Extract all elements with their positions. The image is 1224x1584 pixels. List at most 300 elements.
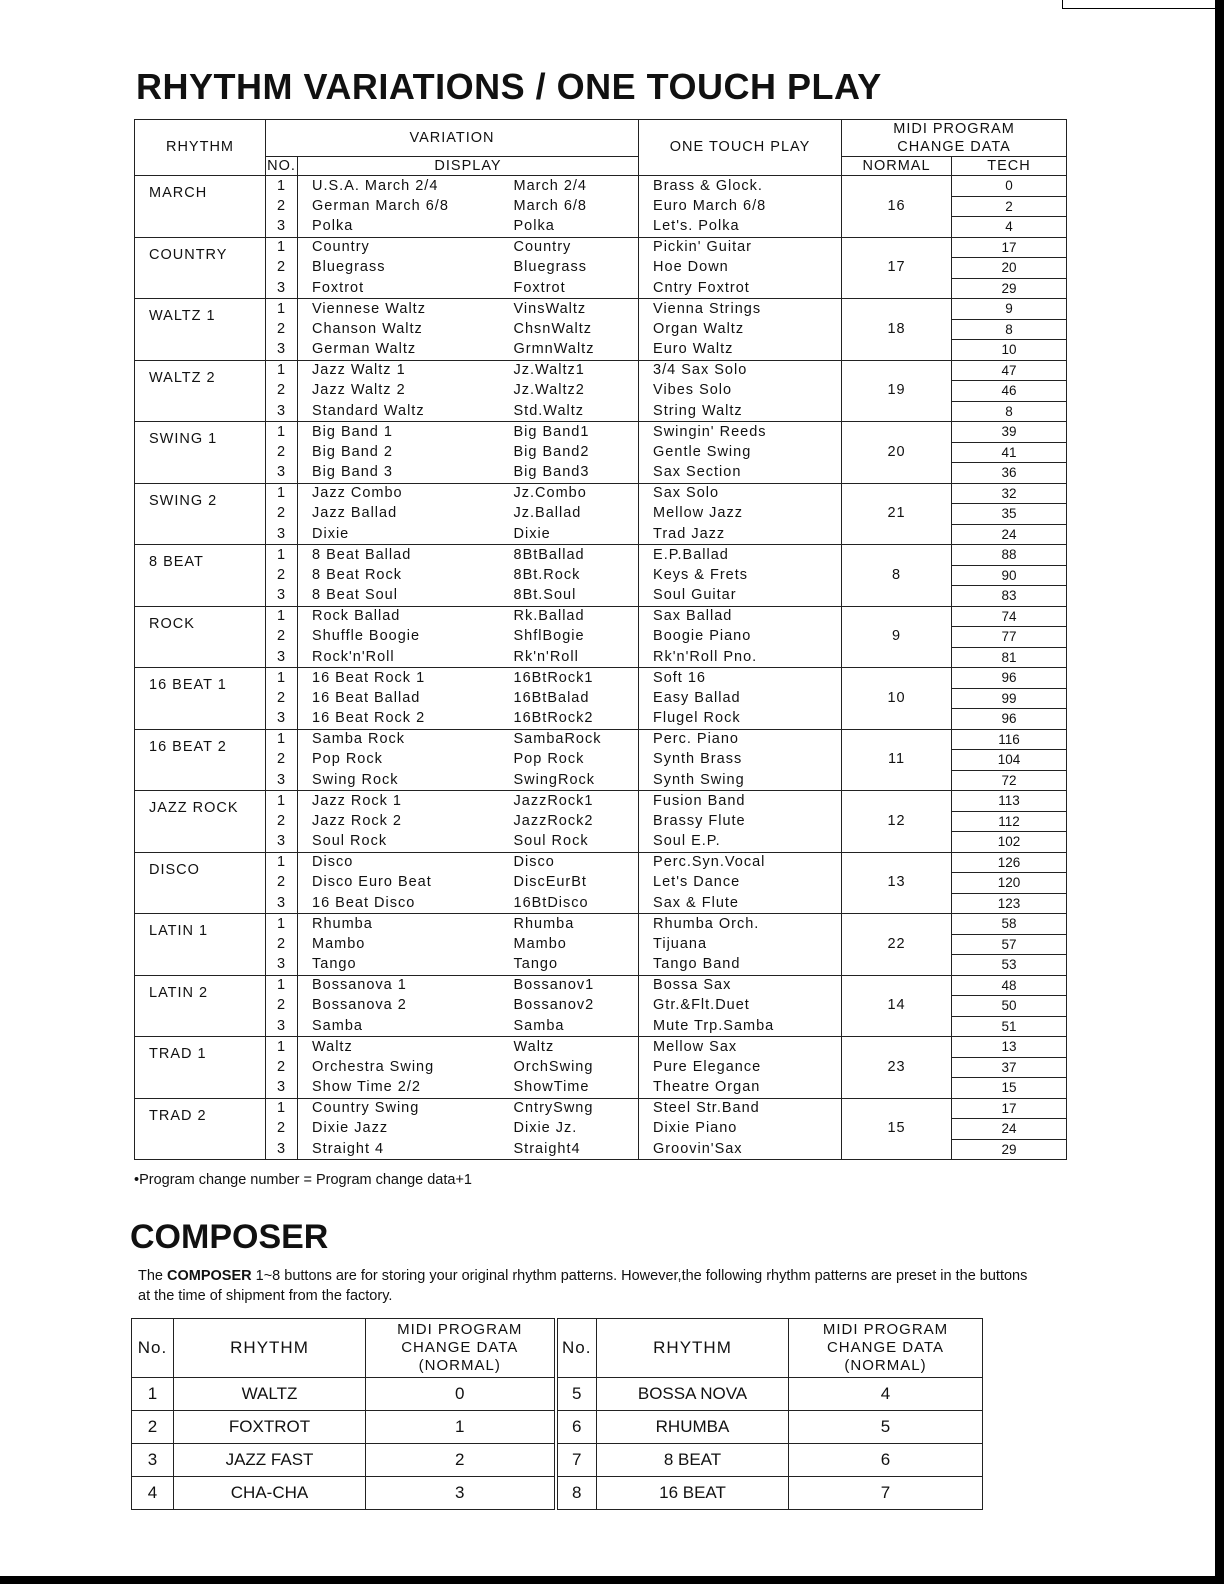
- variation-row: [135, 483, 1067, 504]
- variation-no: 3: [266, 1016, 298, 1037]
- composer-rhythm: 8 BEAT: [597, 1444, 789, 1477]
- variation-name: 8 Beat Soul: [298, 586, 502, 607]
- scan-edge-bottom: [0, 1576, 1224, 1584]
- header-one-touch-play: ONE TOUCH PLAY: [639, 120, 842, 176]
- variation-name: Soul Rock: [298, 832, 502, 853]
- variation-name: 16 Beat Rock 1: [298, 668, 502, 689]
- one-touch-play: Vienna Strings: [639, 299, 842, 320]
- variation-name: Polka: [298, 217, 502, 238]
- one-touch-play: Easy Ballad: [639, 688, 842, 709]
- variation-name: Jazz Rock 2: [298, 811, 502, 832]
- composer-header-midi: [366, 1319, 556, 1378]
- one-touch-play: Vibes Solo: [639, 381, 842, 402]
- variation-name: German March 6/8: [298, 196, 502, 217]
- midi-tech: 15: [952, 1078, 1067, 1099]
- midi-tech: 116: [952, 729, 1067, 750]
- variation-display: March 6/8: [502, 196, 639, 217]
- one-touch-play: Perc. Piano: [639, 729, 842, 750]
- variation-row: [135, 360, 1067, 381]
- composer-midi-line3: (NORMAL): [844, 1357, 927, 1374]
- variation-row: [135, 729, 1067, 750]
- midi-tech: 47: [952, 360, 1067, 381]
- variation-display: Disco: [502, 852, 639, 873]
- variation-name: U.S.A. March 2/4: [298, 176, 502, 197]
- one-touch-play: Soul Guitar: [639, 586, 842, 607]
- intro-text: 1~8 buttons are for storing your original rhythm patterns. However,the following rhythm patterns are preset in the buttons at the time of shipment from the factory.: [138, 1268, 1028, 1304]
- page-title: RHYTHM VARIATIONS / ONE TOUCH PLAY: [136, 66, 882, 107]
- midi-tech: 29: [952, 1139, 1067, 1160]
- one-touch-play: Gentle Swing: [639, 442, 842, 463]
- midi-tech: 9: [952, 299, 1067, 320]
- midi-tech: 90: [952, 565, 1067, 586]
- variation-no: 3: [266, 217, 298, 238]
- one-touch-play: Euro Waltz: [639, 340, 842, 361]
- midi-tech: 8: [952, 319, 1067, 340]
- variation-display: Mambo: [502, 934, 639, 955]
- variation-display: Rk'n'Roll: [502, 647, 639, 668]
- one-touch-play: Groovin'Sax: [639, 1139, 842, 1160]
- composer-rhythm: RHUMBA: [597, 1411, 789, 1444]
- one-touch-play: Rhumba Orch.: [639, 914, 842, 935]
- midi-tech: 57: [952, 934, 1067, 955]
- variation-row: [135, 606, 1067, 627]
- composer-presets-table: [131, 1318, 983, 1510]
- midi-tech: 81: [952, 647, 1067, 668]
- variation-display: Foxtrot: [502, 278, 639, 299]
- composer-data: 2: [366, 1444, 556, 1477]
- variation-no: 3: [266, 955, 298, 976]
- variation-name: Big Band 3: [298, 463, 502, 484]
- one-touch-play: Pure Elegance: [639, 1057, 842, 1078]
- one-touch-play: Swingin' Reeds: [639, 422, 842, 443]
- variation-display: Bossanov1: [502, 975, 639, 996]
- midi-normal: 23: [842, 1037, 952, 1099]
- composer-no: 7: [556, 1444, 597, 1477]
- variation-no: 1: [266, 729, 298, 750]
- variation-no: 1: [266, 422, 298, 443]
- midi-tech: 17: [952, 1098, 1067, 1119]
- variation-name: Bossanova 1: [298, 975, 502, 996]
- variation-display: Big Band3: [502, 463, 639, 484]
- one-touch-play: Bossa Sax: [639, 975, 842, 996]
- one-touch-play: Soul E.P.: [639, 832, 842, 853]
- variation-no: 2: [266, 627, 298, 648]
- rhythm-name: DISCO: [135, 852, 266, 914]
- composer-data: 3: [366, 1477, 556, 1510]
- rhythm-name: SWING 2: [135, 483, 266, 545]
- one-touch-play: Sax & Flute: [639, 893, 842, 914]
- variation-display: DiscEurBt: [502, 873, 639, 894]
- one-touch-play: Synth Brass: [639, 750, 842, 771]
- composer-no: 8: [556, 1477, 597, 1510]
- variation-no: 3: [266, 524, 298, 545]
- rhythm-name: LATIN 2: [135, 975, 266, 1037]
- variation-no: 2: [266, 750, 298, 771]
- midi-tech: 96: [952, 668, 1067, 689]
- one-touch-play: Perc.Syn.Vocal: [639, 852, 842, 873]
- composer-row: [132, 1411, 983, 1444]
- rhythm-variations-table: [134, 119, 1067, 1160]
- variation-no: 2: [266, 442, 298, 463]
- midi-normal: 13: [842, 852, 952, 914]
- variation-no: 1: [266, 668, 298, 689]
- variation-no: 1: [266, 606, 298, 627]
- rhythm-name: ROCK: [135, 606, 266, 668]
- variation-row: [135, 1037, 1067, 1058]
- header-display: DISPLAY: [298, 157, 639, 176]
- rhythm-name: WALTZ 1: [135, 299, 266, 361]
- variation-row: [135, 422, 1067, 443]
- one-touch-play: Cntry Foxtrot: [639, 278, 842, 299]
- variation-display: Samba: [502, 1016, 639, 1037]
- variation-name: Country Swing: [298, 1098, 502, 1119]
- one-touch-play: Rk'n'Roll Pno.: [639, 647, 842, 668]
- variation-display: Jz.Combo: [502, 483, 639, 504]
- variation-row: [135, 914, 1067, 935]
- program-change-footnote: •Program change number = Program change data+1: [134, 1172, 472, 1188]
- variation-row: [135, 791, 1067, 812]
- variation-display: VinsWaltz: [502, 299, 639, 320]
- one-touch-play: Organ Waltz: [639, 319, 842, 340]
- midi-tech: 24: [952, 1119, 1067, 1140]
- variation-name: Rock Ballad: [298, 606, 502, 627]
- midi-normal: 11: [842, 729, 952, 791]
- composer-header-rhythm: RHYTHM: [597, 1319, 789, 1378]
- one-touch-play: Soft 16: [639, 668, 842, 689]
- composer-header-no: No.: [132, 1319, 174, 1378]
- composer-rhythm: CHA-CHA: [174, 1477, 366, 1510]
- variation-no: 1: [266, 299, 298, 320]
- variation-name: Orchestra Swing: [298, 1057, 502, 1078]
- midi-tech: 72: [952, 770, 1067, 791]
- variation-no: 2: [266, 565, 298, 586]
- variation-name: Foxtrot: [298, 278, 502, 299]
- one-touch-play: Pickin' Guitar: [639, 237, 842, 258]
- variation-row: [135, 299, 1067, 320]
- variation-name: Jazz Ballad: [298, 504, 502, 525]
- variation-row: [135, 1098, 1067, 1119]
- variation-display: Dixie Jz.: [502, 1119, 639, 1140]
- one-touch-play: Let's. Polka: [639, 217, 842, 238]
- variation-name: Samba: [298, 1016, 502, 1037]
- variation-row: [135, 237, 1067, 258]
- composer-rhythm: BOSSA NOVA: [597, 1378, 789, 1411]
- midi-tech: 99: [952, 688, 1067, 709]
- rhythm-name: 16 BEAT 1: [135, 668, 266, 730]
- variation-no: 3: [266, 709, 298, 730]
- variation-name: Waltz: [298, 1037, 502, 1058]
- midi-tech: 50: [952, 996, 1067, 1017]
- midi-normal: 16: [842, 176, 952, 238]
- variation-display: 8Bt.Soul: [502, 586, 639, 607]
- midi-tech: 112: [952, 811, 1067, 832]
- midi-tech: 8: [952, 401, 1067, 422]
- midi-tech: 77: [952, 627, 1067, 648]
- variation-name: Jazz Rock 1: [298, 791, 502, 812]
- rhythm-name: JAZZ ROCK: [135, 791, 266, 853]
- midi-tech: 17: [952, 237, 1067, 258]
- midi-normal: 12: [842, 791, 952, 853]
- intro-prefix: The: [138, 1268, 168, 1284]
- rhythm-name: LATIN 1: [135, 914, 266, 976]
- variation-name: Big Band 2: [298, 442, 502, 463]
- variation-display: ShflBogie: [502, 627, 639, 648]
- midi-normal: 15: [842, 1098, 952, 1160]
- composer-row: [132, 1477, 983, 1510]
- variation-no: 3: [266, 340, 298, 361]
- variation-name: Jazz Waltz 1: [298, 360, 502, 381]
- variation-name: Mambo: [298, 934, 502, 955]
- variation-no: 1: [266, 237, 298, 258]
- midi-tech: 32: [952, 483, 1067, 504]
- variation-no: 2: [266, 258, 298, 279]
- variation-name: Shuffle Boogie: [298, 627, 502, 648]
- composer-no: 4: [132, 1477, 174, 1510]
- variation-no: 3: [266, 832, 298, 853]
- variation-no: 3: [266, 463, 298, 484]
- variation-display: March 2/4: [502, 176, 639, 197]
- variation-no: 1: [266, 545, 298, 566]
- one-touch-play: Sax Ballad: [639, 606, 842, 627]
- variation-no: 3: [266, 1078, 298, 1099]
- header-variation: VARIATION: [266, 120, 639, 157]
- composer-row: [132, 1378, 983, 1411]
- variation-name: Chanson Waltz: [298, 319, 502, 340]
- variation-display: Straight4: [502, 1139, 639, 1160]
- composer-intro: [138, 1266, 1038, 1306]
- variation-no: 3: [266, 278, 298, 299]
- variation-no: 2: [266, 996, 298, 1017]
- composer-midi-line1: MIDI PROGRAM: [822, 1321, 949, 1338]
- header-no: NO.: [267, 157, 296, 174]
- midi-tech: 37: [952, 1057, 1067, 1078]
- midi-tech: 2: [952, 196, 1067, 217]
- variation-no: 1: [266, 791, 298, 812]
- variation-no: 1: [266, 176, 298, 197]
- midi-tech: 36: [952, 463, 1067, 484]
- midi-normal: 17: [842, 237, 952, 299]
- variation-display: Jz.Waltz1: [502, 360, 639, 381]
- variation-name: Show Time 2/2: [298, 1078, 502, 1099]
- variation-name: Standard Waltz: [298, 401, 502, 422]
- variation-name: Big Band 1: [298, 422, 502, 443]
- variation-display: Bluegrass: [502, 258, 639, 279]
- midi-tech: 51: [952, 1016, 1067, 1037]
- composer-rhythm: FOXTROT: [174, 1411, 366, 1444]
- one-touch-play: Brassy Flute: [639, 811, 842, 832]
- midi-tech: 41: [952, 442, 1067, 463]
- rhythm-name: TRAD 2: [135, 1098, 266, 1160]
- variation-no: 2: [266, 319, 298, 340]
- variation-no: 2: [266, 873, 298, 894]
- midi-tech: 0: [952, 176, 1067, 197]
- composer-rhythm: JAZZ FAST: [174, 1444, 366, 1477]
- composer-no: 5: [556, 1378, 597, 1411]
- variation-name: Jazz Combo: [298, 483, 502, 504]
- variation-display: Big Band2: [502, 442, 639, 463]
- variation-name: Rhumba: [298, 914, 502, 935]
- one-touch-play: Boogie Piano: [639, 627, 842, 648]
- midi-tech: 20: [952, 258, 1067, 279]
- midi-tech: 126: [952, 852, 1067, 873]
- header-midi-line1: MIDI PROGRAM: [893, 121, 1015, 137]
- one-touch-play: Let's Dance: [639, 873, 842, 894]
- variation-no: 2: [266, 688, 298, 709]
- midi-normal: 9: [842, 606, 952, 668]
- midi-tech: 46: [952, 381, 1067, 402]
- variation-display: JazzRock1: [502, 791, 639, 812]
- variation-no: 2: [266, 381, 298, 402]
- intro-composer-word: COMPOSER: [167, 1268, 252, 1284]
- midi-normal: 19: [842, 360, 952, 422]
- midi-tech: 74: [952, 606, 1067, 627]
- one-touch-play: Mellow Jazz: [639, 504, 842, 525]
- midi-tech: 102: [952, 832, 1067, 853]
- one-touch-play: Sax Solo: [639, 483, 842, 504]
- variation-no: 1: [266, 852, 298, 873]
- variation-name: German Waltz: [298, 340, 502, 361]
- composer-no: 1: [132, 1378, 174, 1411]
- one-touch-play: Theatre Organ: [639, 1078, 842, 1099]
- rhythm-name: SWING 1: [135, 422, 266, 484]
- midi-tech: 53: [952, 955, 1067, 976]
- variation-display: Jz.Ballad: [502, 504, 639, 525]
- variation-display: CntrySwng: [502, 1098, 639, 1119]
- variation-display: 16BtRock2: [502, 709, 639, 730]
- midi-normal: 22: [842, 914, 952, 976]
- variation-display: SambaRock: [502, 729, 639, 750]
- variation-no: 2: [266, 196, 298, 217]
- variation-name: Disco Euro Beat: [298, 873, 502, 894]
- variation-no: 3: [266, 586, 298, 607]
- midi-normal: 14: [842, 975, 952, 1037]
- rhythm-name: TRAD 1: [135, 1037, 266, 1099]
- variation-display: Polka: [502, 217, 639, 238]
- variation-name: Jazz Waltz 2: [298, 381, 502, 402]
- midi-tech: 48: [952, 975, 1067, 996]
- midi-normal: 18: [842, 299, 952, 361]
- one-touch-play: Dixie Piano: [639, 1119, 842, 1140]
- composer-midi-line2: CHANGE DATA: [401, 1339, 519, 1356]
- variation-display: 16BtBalad: [502, 688, 639, 709]
- midi-tech: 39: [952, 422, 1067, 443]
- variation-row: [135, 176, 1067, 197]
- composer-row: [132, 1444, 983, 1477]
- scan-edge-mark: [1062, 8, 1215, 9]
- midi-tech: 96: [952, 709, 1067, 730]
- variation-no: 3: [266, 647, 298, 668]
- rhythm-name: 16 BEAT 2: [135, 729, 266, 791]
- composer-title: COMPOSER: [130, 1218, 329, 1256]
- midi-tech: 10: [952, 340, 1067, 361]
- variation-display: Dixie: [502, 524, 639, 545]
- variation-display: Pop Rock: [502, 750, 639, 771]
- variation-display: Std.Waltz: [502, 401, 639, 422]
- composer-no: 6: [556, 1411, 597, 1444]
- variation-no: 1: [266, 975, 298, 996]
- midi-tech: 4: [952, 217, 1067, 238]
- composer-data: 5: [789, 1411, 983, 1444]
- one-touch-play: Brass & Glock.: [639, 176, 842, 197]
- variation-row: [135, 975, 1067, 996]
- variation-no: 1: [266, 483, 298, 504]
- composer-midi-line2: CHANGE DATA: [826, 1339, 945, 1356]
- midi-tech: 83: [952, 586, 1067, 607]
- composer-presets-body: [132, 1378, 983, 1510]
- variation-display: OrchSwing: [502, 1057, 639, 1078]
- variation-no: 3: [266, 770, 298, 791]
- composer-data: 0: [366, 1378, 556, 1411]
- rhythm-variations-body: [135, 176, 1067, 1160]
- variation-no: 2: [266, 934, 298, 955]
- midi-normal: 10: [842, 668, 952, 730]
- variation-display: Jz.Waltz2: [502, 381, 639, 402]
- variation-display: 8BtBallad: [502, 545, 639, 566]
- composer-data: 4: [789, 1378, 983, 1411]
- variation-display: SwingRock: [502, 770, 639, 791]
- variation-display: Waltz: [502, 1037, 639, 1058]
- rhythm-name: COUNTRY: [135, 237, 266, 299]
- variation-name: Swing Rock: [298, 770, 502, 791]
- scan-edge-mark: [1062, 0, 1063, 8]
- variation-no: 3: [266, 893, 298, 914]
- variation-name: Rock'n'Roll: [298, 647, 502, 668]
- midi-tech: 104: [952, 750, 1067, 771]
- variation-no: 1: [266, 914, 298, 935]
- one-touch-play: Mute Trp.Samba: [639, 1016, 842, 1037]
- rhythm-name: WALTZ 2: [135, 360, 266, 422]
- one-touch-play: 3/4 Sax Solo: [639, 360, 842, 381]
- composer-data: 7: [789, 1477, 983, 1510]
- variation-display: Soul Rock: [502, 832, 639, 853]
- variation-name: Disco: [298, 852, 502, 873]
- variation-no: 3: [266, 401, 298, 422]
- header-rhythm: RHYTHM: [135, 120, 266, 176]
- variation-no: 1: [266, 1098, 298, 1119]
- midi-tech: 113: [952, 791, 1067, 812]
- variation-display: 16BtDisco: [502, 893, 639, 914]
- midi-tech: 88: [952, 545, 1067, 566]
- composer-rhythm: 16 BEAT: [597, 1477, 789, 1510]
- variation-display: 16BtRock1: [502, 668, 639, 689]
- rhythm-name: 8 BEAT: [135, 545, 266, 607]
- variation-name: Samba Rock: [298, 729, 502, 750]
- variation-row: [135, 852, 1067, 873]
- header-midi-line2: CHANGE DATA: [897, 139, 1011, 155]
- variation-name: 16 Beat Disco: [298, 893, 502, 914]
- composer-header-midi: [789, 1319, 983, 1378]
- midi-tech: 120: [952, 873, 1067, 894]
- variation-display: Country: [502, 237, 639, 258]
- composer-data: 1: [366, 1411, 556, 1444]
- variation-no: 1: [266, 360, 298, 381]
- one-touch-play: Trad Jazz: [639, 524, 842, 545]
- variation-display: Rhumba: [502, 914, 639, 935]
- header-normal: NORMAL: [842, 157, 952, 176]
- variation-row: [135, 545, 1067, 566]
- variation-no: 1: [266, 1037, 298, 1058]
- midi-tech: 13: [952, 1037, 1067, 1058]
- one-touch-play: Fusion Band: [639, 791, 842, 812]
- variation-name: 8 Beat Ballad: [298, 545, 502, 566]
- scan-edge-right: [1215, 0, 1224, 1584]
- variation-no: 2: [266, 1057, 298, 1078]
- midi-normal: 20: [842, 422, 952, 484]
- variation-row: [135, 668, 1067, 689]
- one-touch-play: Sax Section: [639, 463, 842, 484]
- composer-midi-line3: (NORMAL): [418, 1357, 501, 1374]
- header-tech: TECH: [952, 157, 1067, 176]
